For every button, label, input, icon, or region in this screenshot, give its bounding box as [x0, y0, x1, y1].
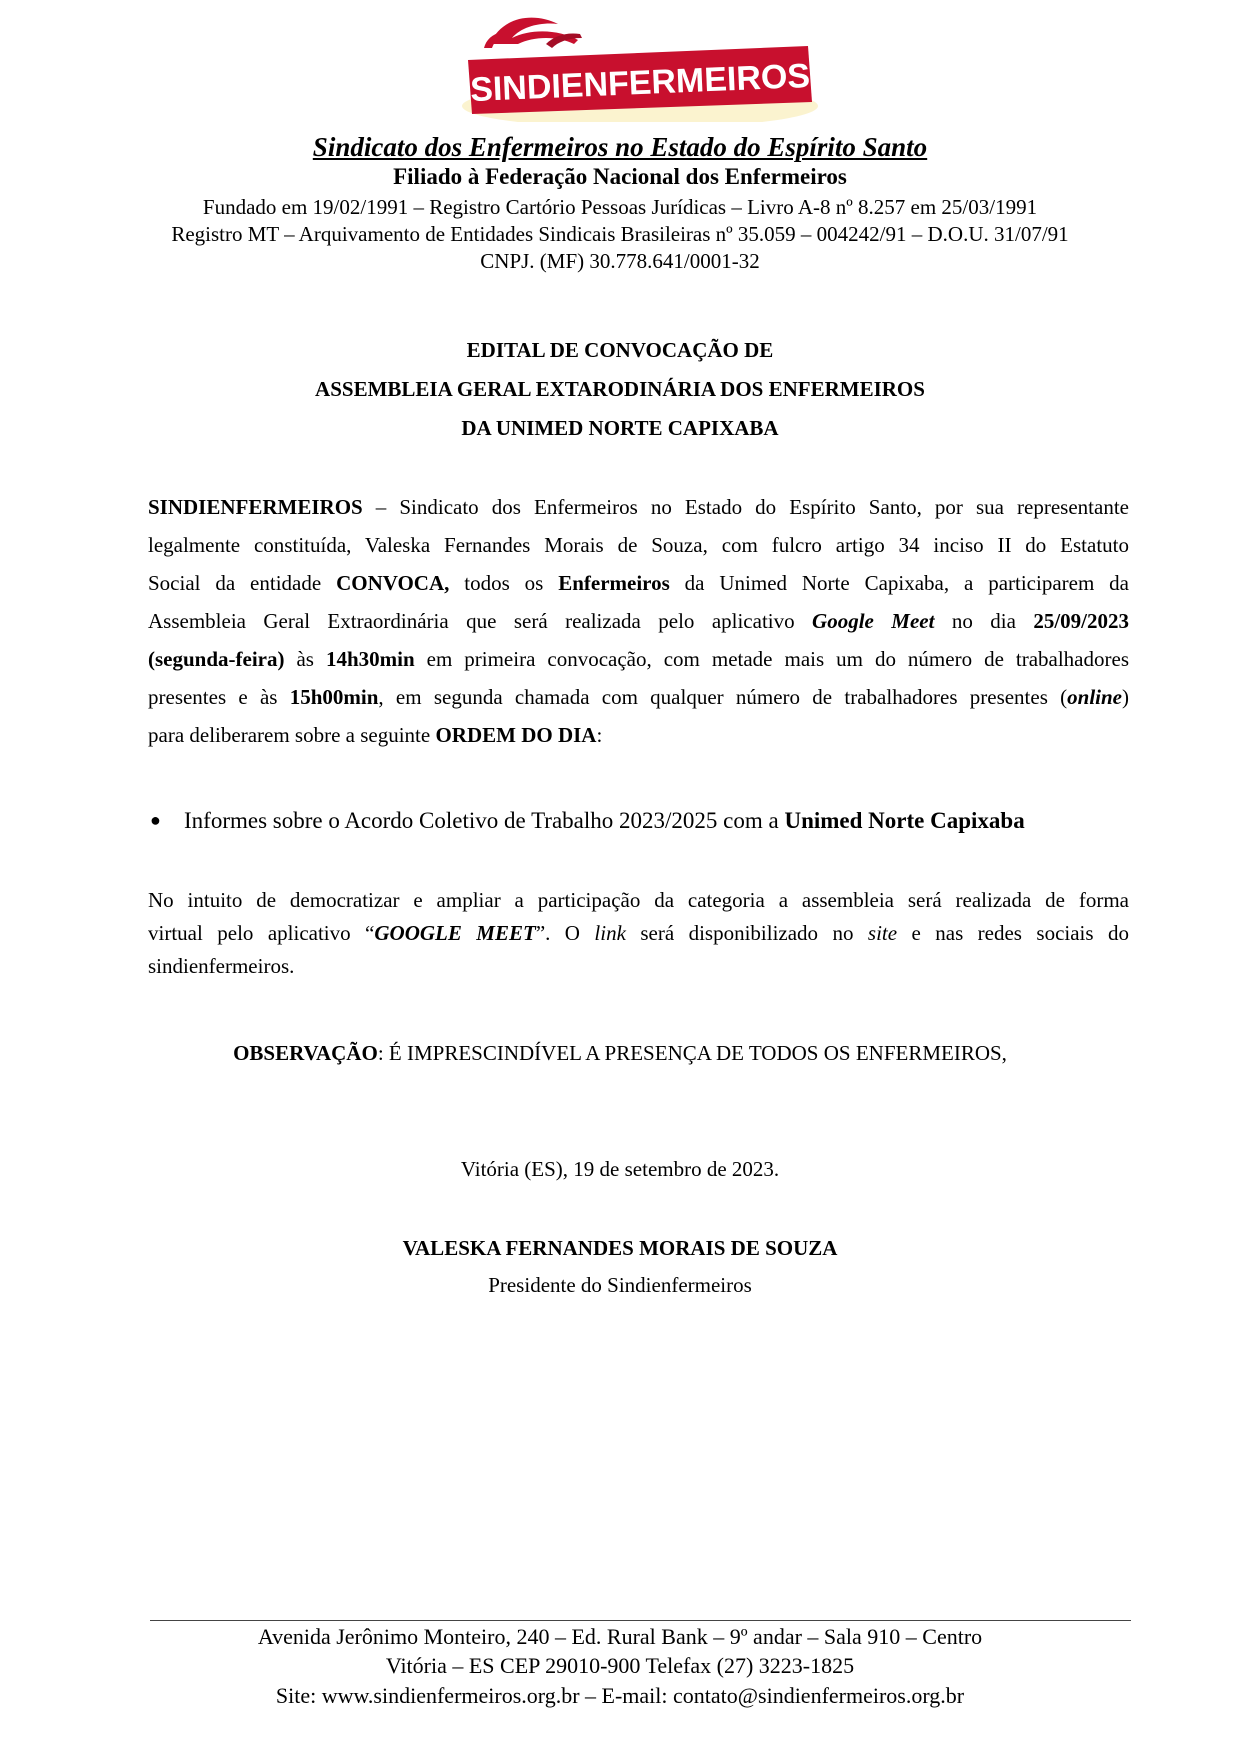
- body-text: Social da entidade: [148, 571, 337, 595]
- body-text: da Unimed Norte Capixaba, a participarem da: [669, 571, 1129, 595]
- body-line-6: [148, 678, 1129, 716]
- meeting-weekday: (segunda-feira): [148, 647, 285, 671]
- header-registration-line: Fundado em 19/02/1991 – Registro Cartório Pessoas Jurídicas – Livro A-8 nº 8.257 em 25/03/1991: [202, 195, 1038, 219]
- agenda-item-text: Informes sobre o Acordo Coletivo de Trabalho 2023/2025 com a: [184, 808, 785, 833]
- header-title: Sindicato dos Enfermeiros no Estado do Espírito Santo: [312, 132, 928, 162]
- notice-title-line-2: ASSEMBLEIA GERAL EXTARODINÁRIA DOS ENFERMEIROS: [315, 377, 925, 401]
- body-text: presentes e às: [148, 685, 290, 709]
- body-line-4: [148, 602, 1129, 640]
- body-line-3: [148, 564, 1129, 602]
- agenda-item-company: Unimed Norte Capixaba: [784, 808, 1025, 833]
- google-meet-app: Google Meet: [812, 609, 935, 633]
- header-registry-mt-line: Registro MT – Arquivamento de Entidades Sindicais Brasileiras nº 35.059 – 004242/91 – D.O.U. 31/07/91: [171, 222, 1069, 246]
- enfermeiros-word: Enfermeiros: [558, 571, 670, 595]
- body-text: será disponibilizado no: [625, 921, 868, 945]
- virtual-meeting-paragraph: [148, 884, 1129, 983]
- order-of-day-label: ORDEM DO DIA: [435, 723, 597, 747]
- body-text: para deliberarem sobre a seguinte: [148, 723, 436, 747]
- observation-text: : É IMPRESCINDÍVEL A PRESENÇA DE TODOS OS ENFERMEIROS,: [377, 1041, 1007, 1065]
- body-text: ”. O: [535, 921, 595, 945]
- para2-line-3: sindienfermeiros.: [148, 954, 295, 978]
- notice-title-line-1: EDITAL DE CONVOCAÇÃO DE: [466, 338, 774, 362]
- meeting-date: 25/09/2023: [1033, 609, 1130, 633]
- date-line: Vitória (ES), 19 de setembro de 2023.: [460, 1157, 780, 1181]
- body-text: em primeira convocação, com metade mais um do número de trabalhadores: [414, 647, 1129, 671]
- body-text: às: [284, 647, 326, 671]
- sindienfermeiros-logo: [462, 10, 818, 122]
- body-text: Assembleia Geral Extraordinária que será realizada pelo aplicativo: [148, 609, 813, 633]
- notice-title-line-3: DA UNIMED NORTE CAPIXABA: [461, 416, 779, 440]
- body-text: – Sindicato dos Enfermeiros no Estado do Espírito Santo, por sua representante: [362, 495, 1129, 519]
- para2-line-1: No intuito de democratizar e ampliar a participação da categoria a assembleia será realizada de forma: [148, 888, 1129, 912]
- convoca-word: CONVOCA,: [336, 571, 450, 595]
- bullet-icon: ●: [150, 810, 161, 830]
- logo-emblem-icon: [462, 10, 818, 122]
- signer-role: Presidente do Sindienfermeiros: [488, 1273, 752, 1297]
- body-line-5: [148, 640, 1129, 678]
- body-text: :: [596, 723, 603, 747]
- site-word: site: [867, 921, 898, 945]
- body-text: e nas redes sociais do: [897, 921, 1129, 945]
- second-call-time: 15h00min: [289, 685, 379, 709]
- union-name: SINDIENFERMEIROS: [148, 495, 363, 519]
- observation-line: [60, 1041, 1180, 1066]
- signer-name: VALESKA FERNANDES MORAIS DE SOUZA: [402, 1236, 838, 1260]
- first-call-time: 14h30min: [325, 647, 415, 671]
- para2-line-2: [148, 917, 1129, 950]
- body-line-2: legalmente constituída, Valeska Fernandes Morais de Souza, com fulcro artigo 34 inciso II do Estatuto: [148, 533, 1129, 557]
- footer-divider: [150, 1620, 1131, 1621]
- body-text: ): [1122, 685, 1129, 709]
- body-line-7: [148, 716, 1129, 754]
- body-text: no dia: [934, 609, 1034, 633]
- body-text: , em segunda chamada com qualquer número de trabalhadores presentes (: [378, 685, 1068, 709]
- logo-text: SINDIENFERMEIROS: [469, 56, 811, 110]
- body-text: virtual pelo aplicativo “: [148, 921, 375, 945]
- header-subtitle: Filiado à Federação Nacional dos Enfermeiros: [393, 164, 847, 189]
- link-word: link: [594, 921, 626, 945]
- footer-contact: Site: www.sindienfermeiros.org.br – E-mail: contato@sindienfermeiros.org.br: [275, 1683, 965, 1708]
- convocation-paragraph: [148, 488, 1129, 754]
- header-cnpj-line: CNPJ. (MF) 30.778.641/0001-32: [480, 249, 760, 273]
- online-word: online: [1067, 685, 1122, 709]
- observation-label: OBSERVAÇÃO: [233, 1041, 378, 1065]
- footer-address: Avenida Jerônimo Monteiro, 240 – Ed. Rural Bank – 9º andar – Sala 910 – Centro: [257, 1624, 983, 1649]
- agenda-item: [150, 808, 1025, 834]
- body-text: todos os: [449, 571, 559, 595]
- footer-city-phone: Vitória – ES CEP 29010-900 Telefax (27) 3223-1825: [385, 1653, 855, 1678]
- body-line-1: [148, 488, 1129, 526]
- google-meet-app-caps: GOOGLE MEET: [374, 921, 536, 945]
